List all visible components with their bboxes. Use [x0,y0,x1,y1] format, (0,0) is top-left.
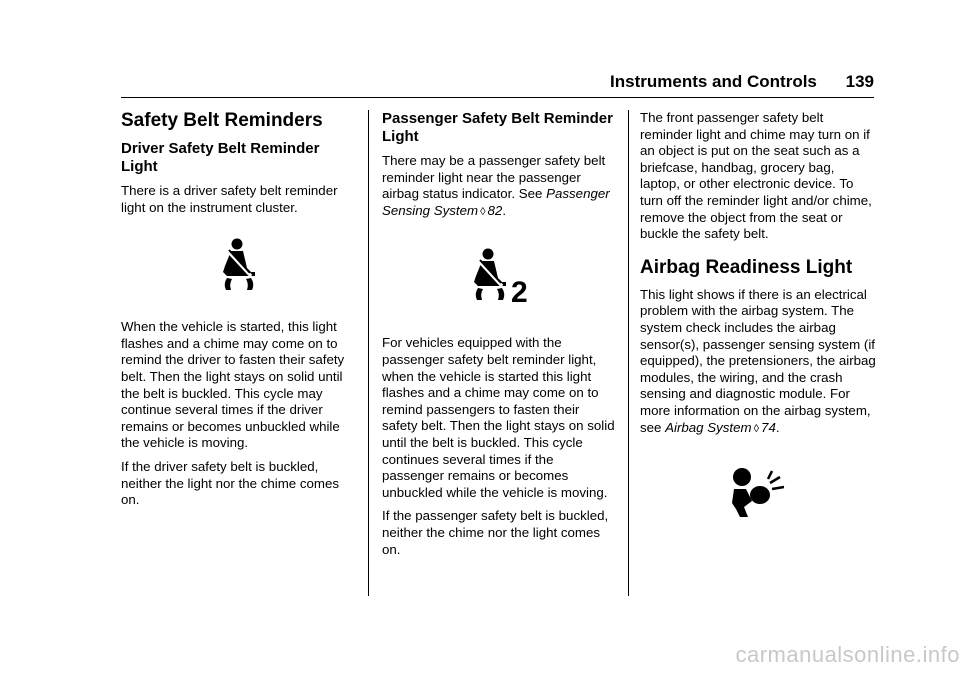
paragraph: If the driver safety belt is buckled, neither the light nor the chime comes on. [121,458,340,508]
paragraph: For vehicles equipped with the passenger safety belt reminder light, when the vehicle is started this light flashes and a chime may come on to remind passengers to fasten their safety belt. Then the light stays on solid until the belt is buckled. This cycle continues several times if the passenger remains or becomes unbuckled while the vehicle is moving. [382,335,615,500]
page-reference-number[interactable]: 74 [761,419,776,435]
cross-reference-link[interactable]: Airbag System [665,419,752,435]
column-divider [628,110,629,596]
paragraph: When the vehicle is started, this light flashes and a chime may come on to remind the driver to fasten their safety belt. Then the light stays on solid until the belt is buckled. This cycle may continue several times if the driver remains or becomes unbuckled while the vehicle is moving. [121,319,345,451]
paragraph: This light shows if there is an electrical problem with the airbag system. The system check includes the airbag sensor(s), passenger sensing system (if equipped), the pretensioners, the airbag modules, the wiring, and the crash sensing and diagnostic module. For more information on the airbag system, see Airbag System ◊ 74. [640,286,876,435]
icon-number: 2 [511,276,528,305]
airbag-readiness-icon [640,467,876,524]
paragraph: There is a driver safety belt reminder light on the instrument cluster. [121,183,338,215]
cross-reference-link[interactable]: Passenger Sensing System [382,186,610,218]
seatbelt-reminder-icon [121,238,356,297]
paragraph: The front passenger safety belt reminder light and chime may turn on if an object is put on the seat such as a briefcase, handbag, grocery bag, laptop, or other electronic device. To turn off the reminder light and/or chime, remove the object from the seat or buckle the safety belt. [640,110,872,242]
column-3 [640,110,876,524]
page-header [0,72,874,92]
section-heading: Safety Belt Reminders [121,110,323,131]
passenger-seatbelt-reminder-icon [382,248,618,309]
section-heading: Airbag Readiness Light [640,256,853,278]
section-title: Instruments and Controls [610,72,817,91]
column-divider [368,110,369,596]
paragraph: There may be a passenger safety belt reminder light near the passenger airbag status indicator. See Passenger Sensing System ◊ 82. [382,153,610,218]
subsection-heading: Passenger Safety Belt Reminder Light [382,110,613,145]
page-reference-number[interactable]: 82 [487,202,503,218]
header-rule [121,97,874,98]
page-reference-icon: ◊ [753,422,760,435]
column-1 [121,110,356,516]
page-reference-icon: ◊ [480,205,486,218]
paragraph: If the passenger safety belt is buckled, neither the chime nor the light comes on. [382,508,609,557]
column-2 [382,110,618,565]
page-number: 139 [845,72,874,91]
subsection-heading: Driver Safety Belt Reminder Light [121,140,320,175]
watermark: carmanualsonline.info [735,642,960,667]
